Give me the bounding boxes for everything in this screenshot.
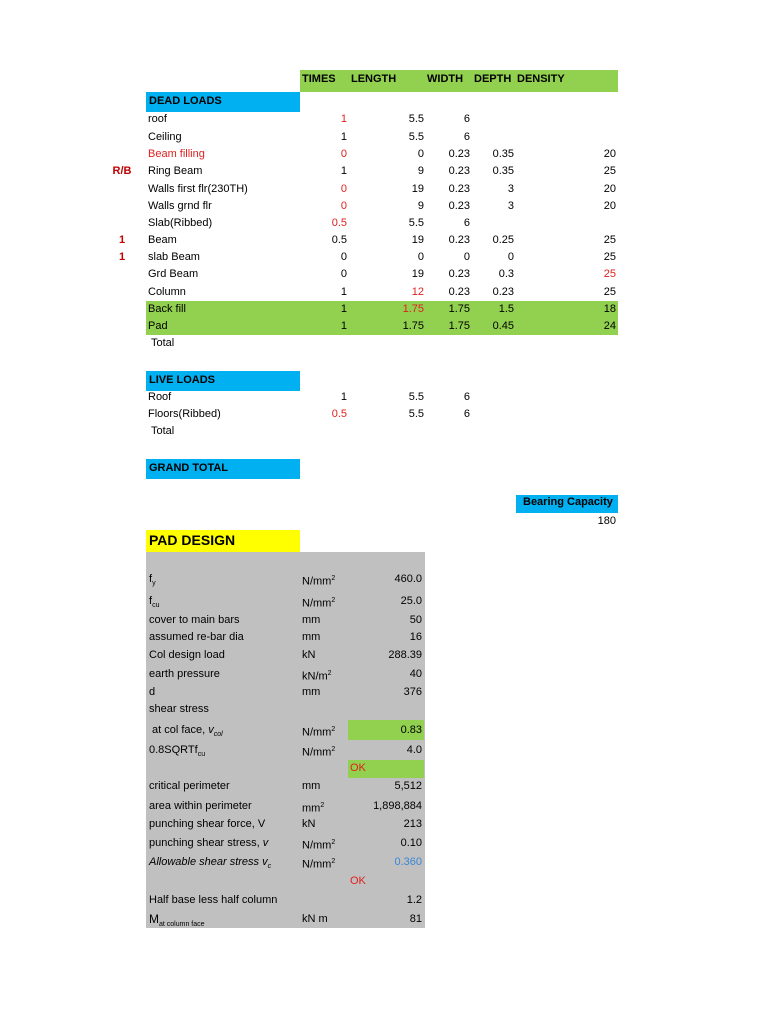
dead-loads-heading bbox=[146, 92, 300, 112]
table-row: Column 1 12 0.23 0.23 25 bbox=[148, 286, 616, 298]
punching-stress-row: punching shear stress, v $N/mm^2$ 0.10 bbox=[149, 837, 422, 852]
table-row: R/B Ring Beam 1 9 0.23 0.35 25 bbox=[0, 163, 768, 180]
header-length: LENGTH bbox=[351, 73, 397, 85]
shear-stress-row: shear stress bbox=[149, 703, 209, 715]
table-row: Pad 1 1.75 1.75 0.45 24 bbox=[148, 320, 616, 332]
fy-row: $f_y$ $N/mm^2$ 460.0 bbox=[149, 573, 422, 588]
table-row: Beam filling 0 0 0.23 0.35 20 bbox=[148, 148, 616, 160]
live-loads-title: LIVE LOADS bbox=[149, 374, 216, 386]
bearing-capacity-label: Bearing Capacity bbox=[523, 496, 613, 508]
dead-loads-title: DEAD LOADS bbox=[149, 95, 222, 107]
header-density: DENSITY bbox=[517, 73, 565, 85]
cover-row: cover to main bars mm 50 bbox=[149, 614, 422, 626]
ring-beam-mark: R/B bbox=[112, 165, 132, 177]
table-row: Ceiling 1 5.5 6 bbox=[148, 131, 470, 143]
fcu-row: $f_{cu}$ $N/mm^2$ 25.0 bbox=[149, 595, 422, 610]
table-row: 1 Beam 0.5 19 0.23 0.25 25 bbox=[118, 234, 616, 246]
pad-design-title: PAD DESIGN bbox=[149, 532, 236, 548]
ok-status-2: OK bbox=[350, 875, 366, 887]
rebar-dia-row: assumed re-bar dia mm 16 bbox=[149, 631, 422, 643]
live-loads-heading bbox=[146, 371, 300, 391]
allowable-shear-row: Allowable shear stress $v_c$ $N/mm^2$ 0.360 bbox=[149, 856, 422, 871]
critical-perimeter-row: critical perimeter mm 5,512 bbox=[149, 780, 422, 792]
grand-total-title: GRAND TOTAL bbox=[149, 462, 229, 474]
table-row: 1 slab Beam 0 0 0 0 25 bbox=[118, 251, 616, 263]
grand-total-heading bbox=[146, 459, 300, 479]
table-row: roof 1 5.5 6 bbox=[148, 113, 470, 125]
bearing-capacity-label-cell bbox=[516, 495, 618, 513]
col-design-load-row: Col design load kN 288.39 bbox=[149, 649, 422, 661]
area-perimeter-row: area within perimeter $mm^2$ 1,898,884 bbox=[149, 800, 422, 815]
table-row: Walls first flr(230TH) 0 19 0.23 3 20 bbox=[148, 183, 616, 195]
earth-pressure-row: earth pressure $kN/m^2$ 40 bbox=[149, 668, 422, 683]
column-header-bar bbox=[300, 70, 618, 92]
punching-force-row: punching shear force, V kN 213 bbox=[149, 818, 422, 830]
sqrt-fcu-row: 0.8SQRTf$_{cu}$ $N/mm^2$ 4.0 bbox=[149, 744, 422, 759]
half-base-row: Half base less half column 1.2 bbox=[149, 894, 422, 906]
table-row: Slab(Ribbed) 0.5 5.5 6 bbox=[148, 217, 470, 229]
header-width: WIDTH bbox=[427, 73, 464, 85]
dead-loads-total-label: Total bbox=[151, 337, 175, 349]
bearing-capacity-value: 180 bbox=[597, 515, 616, 527]
live-loads-total-label: Total bbox=[151, 425, 175, 437]
header-times: TIMES bbox=[302, 73, 336, 85]
table-row: Floors(Ribbed) 0.5 5.5 6 bbox=[148, 408, 470, 420]
col-face-row: at col face, $v_{col}$ $N/mm^2$ 0.83 bbox=[152, 724, 422, 739]
table-row: Grd Beam 0 19 0.23 0.3 25 bbox=[148, 268, 616, 280]
moment-row: $M_{at column face}$ kN m 81 bbox=[149, 912, 422, 929]
table-row: Walls grnd flr 0 9 0.23 3 20 bbox=[148, 200, 616, 212]
ok-status-1: OK bbox=[350, 762, 366, 774]
pad-design-heading bbox=[146, 530, 300, 552]
header-depth: DEPTH bbox=[474, 73, 512, 85]
table-row: Roof 1 5.5 6 bbox=[148, 391, 470, 403]
d-row: d mm 376 bbox=[149, 686, 422, 698]
table-row: Back fill 1 1.75 1.75 1.5 18 bbox=[148, 303, 616, 315]
